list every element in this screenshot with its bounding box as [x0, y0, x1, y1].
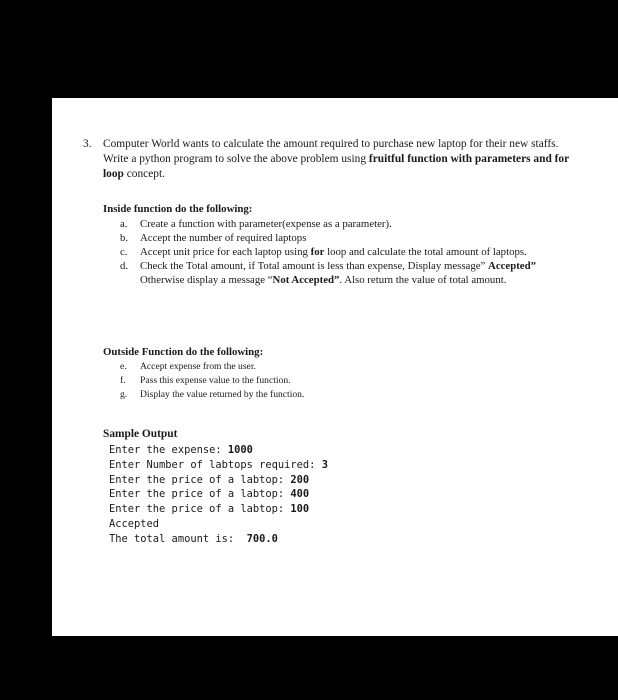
- code-line-text: Enter Number of labtops required:: [109, 458, 322, 471]
- inside-function-list: [120, 217, 572, 287]
- code-line: [109, 487, 328, 502]
- list-item-text: Accept expense from the user.: [140, 361, 256, 372]
- code-line-text: Enter the price of a labtop:: [109, 473, 291, 486]
- code-line-text: Enter the expense:: [109, 444, 228, 456]
- list-marker: f.: [120, 375, 126, 386]
- document-page: [52, 98, 618, 636]
- list-item-bold: Not Accepted”: [272, 274, 340, 286]
- list-marker: e.: [120, 361, 127, 372]
- list-item-text: Pass this expense value to the function.: [140, 375, 291, 386]
- code-line: [109, 532, 328, 547]
- list-item-text: Check the Total amount, if Total amount is less than expense, Display message”: [140, 260, 489, 272]
- code-line-text: Enter the price of a labtop:: [109, 503, 291, 516]
- list-item: [120, 388, 572, 402]
- list-item-text: Accept unit price for each laptop using: [140, 246, 311, 258]
- list-item: [120, 374, 572, 388]
- list-item-text: . Also return the value of total amount.: [339, 274, 507, 286]
- list-item: [120, 259, 572, 287]
- list-marker: d.: [120, 260, 129, 272]
- code-line-text: Accepted: [109, 517, 160, 530]
- sample-output-code: [109, 443, 328, 547]
- question-text: [103, 137, 573, 182]
- outside-function-list: [120, 360, 572, 402]
- list-item-text: Otherwise display a message “: [140, 274, 273, 286]
- sample-output-heading: Sample Output: [103, 428, 178, 440]
- list-marker: c.: [120, 246, 128, 258]
- list-item-text: Display the value returned by the function.: [140, 389, 305, 400]
- inside-function-heading: Inside function do the following:: [103, 203, 253, 215]
- list-item: [120, 360, 572, 374]
- list-item: [120, 231, 572, 245]
- list-item-text: loop and calculate the total amount of laptops.: [324, 246, 527, 258]
- question-number: 3.: [83, 138, 92, 150]
- code-line-text: Enter the price of a labtop:: [109, 488, 291, 501]
- code-line-value: 200: [290, 473, 310, 486]
- code-line: [109, 443, 328, 458]
- code-line-value: 100: [290, 503, 310, 516]
- question-text-part: concept.: [123, 168, 166, 180]
- code-line: [109, 502, 328, 517]
- question-text-part: Computer World wants to calculate the amount required to purchase new laptop for their new staffs. Write a python program to solve the above problem using: [103, 138, 559, 165]
- list-item: [120, 245, 572, 259]
- list-item-text: Accept the number of required laptops: [140, 232, 307, 244]
- list-item-bold: for: [310, 246, 325, 258]
- code-line: [109, 473, 328, 488]
- question-text-bold: fruitful function with parameters and for loop: [103, 153, 569, 180]
- code-line-text: The total amount is:: [109, 532, 247, 545]
- list-marker: b.: [120, 232, 129, 244]
- code-line-value: 1000: [227, 444, 253, 456]
- outside-function-heading: Outside Function do the following:: [103, 346, 264, 358]
- list-item: [120, 217, 572, 231]
- list-marker: g.: [120, 389, 128, 400]
- list-marker: a.: [120, 218, 128, 230]
- list-item-bold: Accepted”: [488, 260, 536, 272]
- code-line: [109, 517, 328, 532]
- code-line-value: 400: [290, 488, 310, 501]
- list-item-text: Create a function with parameter(expense as a parameter).: [140, 218, 392, 230]
- code-line-value: 700.0: [246, 532, 278, 545]
- code-line: [109, 458, 328, 473]
- code-line-value: 3: [321, 458, 328, 471]
